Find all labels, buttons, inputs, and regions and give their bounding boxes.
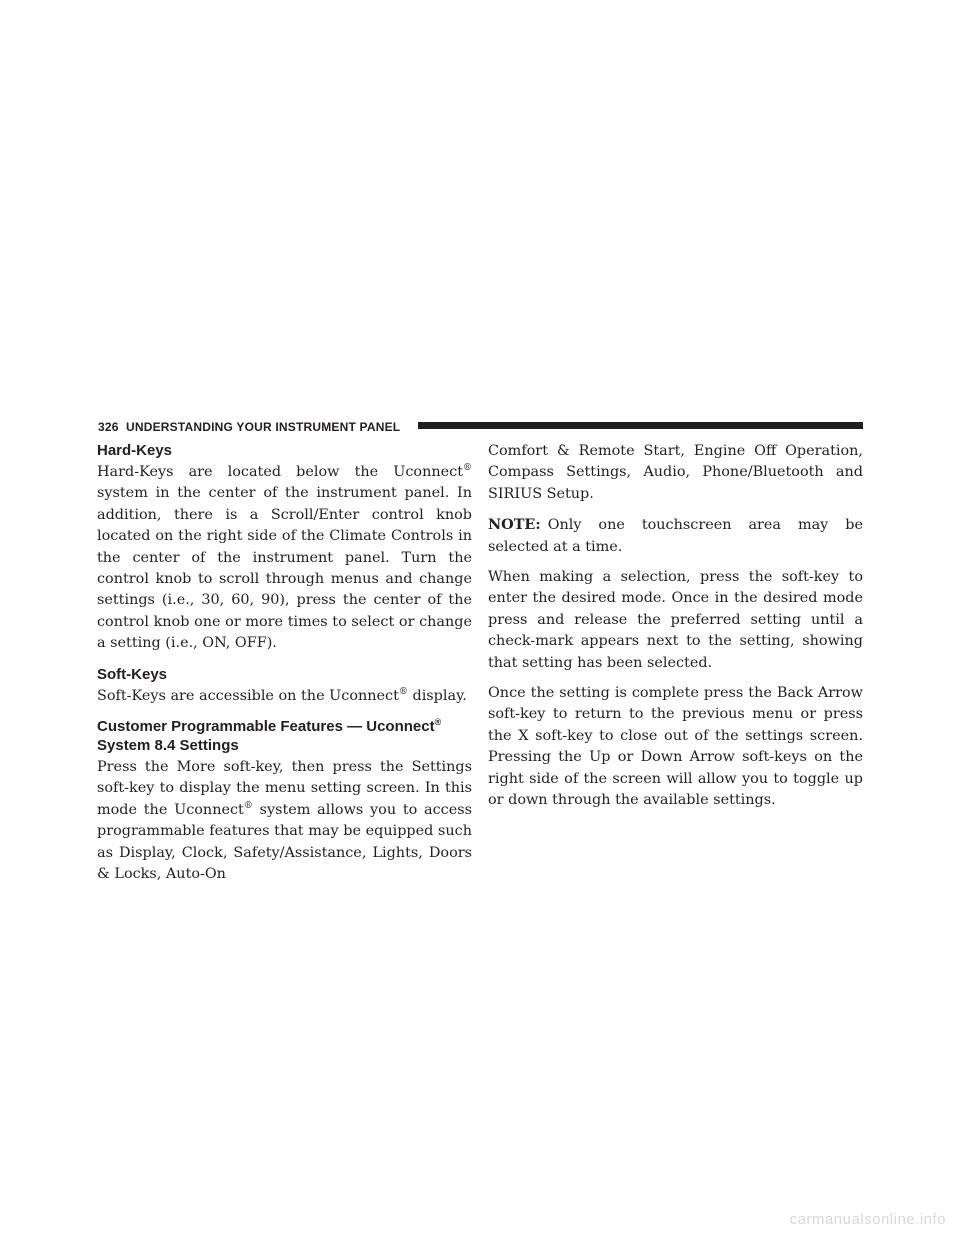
registered-mark: ® [434,717,442,728]
paragraph-complete: Once the setting is complete press the Back Arrow soft-key to return to the previous menu or press the X soft-key to close out of the settings screen. Pressing the Up or Down Arrow soft-keys on the right side of the screen will allow you to toggle up or down through the available settings. [488,685,863,809]
text-hard-keys-2: system in the center of the instrument panel. In addition, there is a Scroll/Enter control knob located on the right side of the Climate Controls in the center of the instrument panel. Turn the control knob to scroll through menus and change settings (i.e., 30, 60, 90), press the center of the control knob one or more times to select or change a setting (i.e., ON, OFF). [97,485,472,652]
paragraph-customer-features [97,757,472,885]
heading-soft-keys: Soft-Keys [97,665,168,683]
text-soft-keys-2: display. [407,687,467,704]
paragraph-hard-keys [97,462,472,655]
right-column [488,441,863,821]
registered-mark: ® [243,800,253,811]
paragraph-selection: When making a selection, press the soft-key to enter the desired mode. Once in the desired mode press and release the preferred setting until a check-mark appears next to the setting, showing that setting has been selected. [488,569,863,671]
left-column [97,441,472,895]
paragraph-continuation: Comfort & Remote Start, Engine Off Operation, Compass Settings, Audio, Phone/Bluetooth and SIRIUS Setup. [488,443,863,502]
paragraph-note [488,514,863,558]
registered-mark: ® [463,463,472,473]
header-rule [418,422,863,429]
section-title: UNDERSTANDING YOUR INSTRUMENT PANEL [126,420,401,434]
text-hard-keys-1: Hard-Keys are located below the Uconnect [97,464,463,480]
note-text: Only one touchscreen area may be selected at a time. [488,517,863,555]
registered-mark: ® [398,686,408,697]
text-customer-features-2: system allows you to access programmable features that may be equipped such as Display, Clock, Safety/Assistance, Lights, Doors & Locks, Auto-On [97,801,472,883]
heading-customer-features [97,717,472,755]
running-header [98,419,863,435]
heading-hard-keys: Hard-Keys [97,442,173,459]
heading-customer-features-2: System 8.4 Settings [97,737,239,755]
text-soft-keys-1: Soft-Keys are accessible on the Uconnect [97,687,399,704]
text-customer-features-1: Press the More soft-key, then press the Settings soft-key to display the menu setting screen. In this mode the Uconnect [97,759,472,818]
heading-customer-features-1: Customer Programmable Features — Uconnect [97,718,435,736]
paragraph-soft-keys [97,686,472,707]
note-label: NOTE: [488,516,541,534]
watermark: carmanualsonline.info [789,1211,946,1228]
page-number: 326 [98,420,119,434]
